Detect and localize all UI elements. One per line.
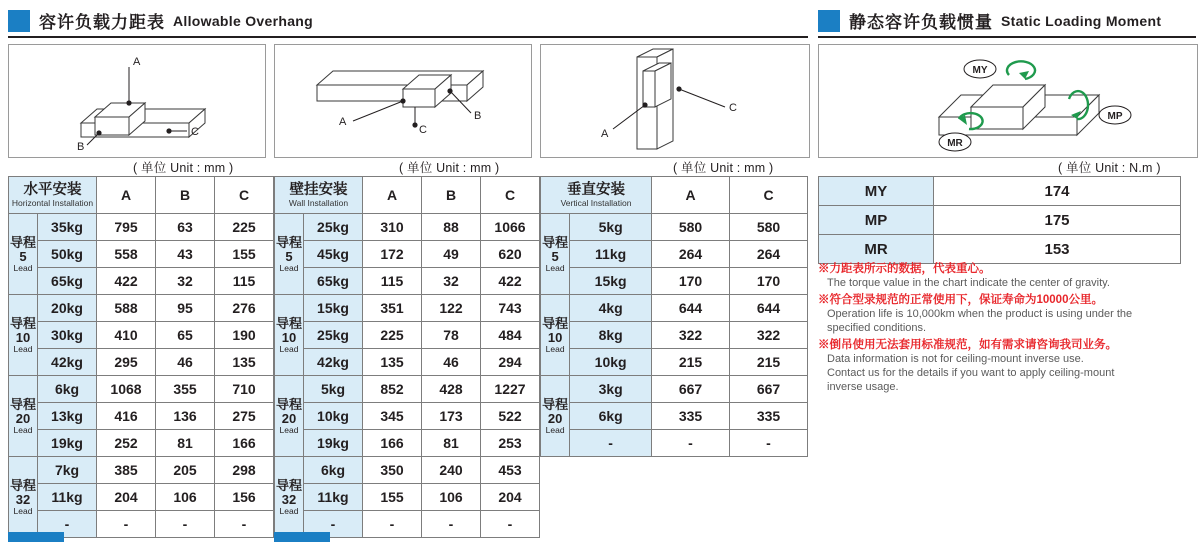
lead-label-en: Lead — [279, 343, 299, 354]
note-en-line: specified conditions. — [827, 322, 927, 334]
note-item-2 — [818, 293, 1193, 335]
value-cell: 204 — [97, 484, 156, 511]
table-row — [9, 322, 274, 349]
value-cell: 170 — [730, 268, 808, 295]
value-cell: 205 — [156, 457, 215, 484]
note-en-line: inverse usage. — [827, 381, 899, 393]
table-header-row — [541, 177, 808, 214]
value-cell: 135 — [215, 349, 274, 376]
lead-group-5 — [541, 214, 570, 295]
load-cell: 30kg — [38, 322, 97, 349]
table-row — [9, 457, 274, 484]
unit-label-3: ( 单位 Unit : mm ) — [673, 161, 774, 175]
value-cell: 1066 — [481, 214, 540, 241]
table-row — [275, 376, 540, 403]
value-cell: 215 — [730, 349, 808, 376]
header-install-type — [541, 177, 652, 214]
table-row — [9, 268, 274, 295]
note-cn: ※符合型录规范的正常使用下，保证寿命为10000公里。 — [818, 294, 1103, 306]
table-row — [275, 349, 540, 376]
value-cell: 295 — [97, 349, 156, 376]
value-cell: 667 — [730, 376, 808, 403]
lead-label-cn: 导程 — [275, 477, 302, 493]
svg-text:A: A — [601, 128, 609, 140]
header-col-b: B — [156, 177, 215, 214]
load-cell: 6kg — [38, 376, 97, 403]
value-cell: 136 — [156, 403, 215, 430]
blue-square-icon-right — [818, 10, 840, 32]
value-cell: 46 — [156, 349, 215, 376]
table-row — [541, 268, 808, 295]
load-cell: 50kg — [38, 241, 97, 268]
table-wall-installation — [274, 176, 540, 538]
table-header-row — [275, 177, 540, 214]
lead-label-cn: 导程 — [9, 234, 36, 250]
table-row — [9, 376, 274, 403]
load-cell: - — [304, 511, 363, 538]
load-cell: 25kg — [304, 322, 363, 349]
load-cell: 10kg — [304, 403, 363, 430]
lead-group-10 — [541, 295, 570, 376]
load-cell: 19kg — [38, 430, 97, 457]
vertical-rail-diagram — [541, 45, 807, 155]
header-install-type — [275, 177, 363, 214]
svg-text:C: C — [419, 124, 427, 136]
value-cell: 46 — [422, 349, 481, 376]
value-cell: 155 — [363, 484, 422, 511]
value-cell: - — [422, 511, 481, 538]
table-row — [275, 403, 540, 430]
value-cell: 252 — [97, 430, 156, 457]
load-cell: 13kg — [38, 403, 97, 430]
table-row — [275, 322, 540, 349]
lead-label-cn: 导程 — [9, 315, 36, 331]
lead-label-en: Lead — [279, 505, 299, 516]
value-cell: 264 — [652, 241, 730, 268]
table-row — [275, 214, 540, 241]
header-install-type-en: Horizontal Installation — [11, 197, 94, 208]
lead-number: 5 — [19, 248, 27, 264]
value-cell: 156 — [215, 484, 274, 511]
value-cell: 81 — [422, 430, 481, 457]
lead-label-cn: 导程 — [275, 315, 302, 331]
value-cell: 240 — [422, 457, 481, 484]
value-cell: 190 — [215, 322, 274, 349]
value-cell: 335 — [730, 403, 808, 430]
value-cell: 795 — [97, 214, 156, 241]
load-cell: 11kg — [570, 241, 652, 268]
value-cell: 264 — [730, 241, 808, 268]
value-cell: 1068 — [97, 376, 156, 403]
value-cell: - — [730, 430, 808, 457]
value-cell: 351 — [363, 295, 422, 322]
lead-group-10 — [9, 295, 38, 376]
value-cell: 588 — [97, 295, 156, 322]
lead-label-cn: 导程 — [9, 396, 36, 412]
header-col-c: C — [481, 177, 540, 214]
lead-label-en: Lead — [13, 505, 33, 516]
unit-label-2: ( 单位 Unit : mm ) — [399, 161, 500, 175]
moment-label: MR — [819, 235, 934, 264]
value-cell: 215 — [652, 349, 730, 376]
table-row — [541, 349, 808, 376]
note-en-line: The torque value in the chart indicate the center of gravity. — [827, 277, 1110, 289]
svg-text:MP: MP — [1107, 111, 1123, 122]
load-cell: 7kg — [38, 457, 97, 484]
load-cell: 8kg — [570, 322, 652, 349]
lead-number: 10 — [547, 329, 563, 345]
header-col-a: A — [97, 177, 156, 214]
value-cell: 580 — [730, 214, 808, 241]
lead-group-20 — [9, 376, 38, 457]
load-cell: 65kg — [304, 268, 363, 295]
lead-label-en: Lead — [545, 343, 565, 354]
value-cell: 355 — [156, 376, 215, 403]
value-cell: 410 — [97, 322, 156, 349]
note-en-line: Data information is not for ceiling-mount inverse use. — [827, 353, 1084, 365]
value-cell: 49 — [422, 241, 481, 268]
lead-label-cn: 导程 — [542, 234, 569, 250]
value-cell: 644 — [652, 295, 730, 322]
header-install-type-cn: 垂直安装 — [567, 181, 625, 198]
load-cell: 65kg — [38, 268, 97, 295]
header-install-type-cn: 水平安装 — [23, 181, 82, 198]
value-cell: 225 — [215, 214, 274, 241]
value-cell: 322 — [730, 322, 808, 349]
value-cell: 172 — [363, 241, 422, 268]
header-install-type — [9, 177, 97, 214]
lead-group-32 — [9, 457, 38, 538]
load-cell: 3kg — [570, 376, 652, 403]
load-cell: 5kg — [304, 376, 363, 403]
moment-label: MY — [819, 177, 934, 206]
value-cell: 416 — [97, 403, 156, 430]
value-cell: - — [156, 511, 215, 538]
value-cell: 225 — [363, 322, 422, 349]
table-horizontal-installation — [8, 176, 274, 538]
load-cell: - — [38, 511, 97, 538]
unit-label-4: ( 单位 Unit : N.m ) — [1058, 161, 1161, 175]
value-cell: 63 — [156, 214, 215, 241]
load-cell: 25kg — [304, 214, 363, 241]
value-cell: 204 — [481, 484, 540, 511]
load-cell: 5kg — [570, 214, 652, 241]
value-cell: - — [652, 430, 730, 457]
value-cell: 310 — [363, 214, 422, 241]
figure-vertical-installation — [540, 44, 810, 158]
lead-label-cn: 导程 — [9, 477, 36, 493]
section-header-allowable-overhang — [8, 8, 313, 33]
table-row — [541, 214, 808, 241]
lead-number: 10 — [281, 329, 297, 345]
section-title-en: Allowable Overhang — [173, 12, 313, 29]
value-cell: 173 — [422, 403, 481, 430]
lead-label-cn: 导程 — [275, 234, 302, 250]
value-cell: 322 — [652, 322, 730, 349]
value-cell: 115 — [363, 268, 422, 295]
value-cell: 335 — [652, 403, 730, 430]
svg-text:A: A — [133, 56, 141, 68]
blue-square-icon — [8, 10, 30, 32]
value-cell: 422 — [97, 268, 156, 295]
load-cell: 11kg — [304, 484, 363, 511]
lead-label-en: Lead — [545, 262, 565, 273]
section-title-cn: 容许负载力距表 — [39, 13, 165, 32]
table-row — [819, 177, 1181, 206]
value-cell: 350 — [363, 457, 422, 484]
value-cell: 667 — [652, 376, 730, 403]
lead-label-en: Lead — [13, 424, 33, 435]
load-cell: 11kg — [38, 484, 97, 511]
load-cell: 45kg — [304, 241, 363, 268]
value-cell: 294 — [481, 349, 540, 376]
value-cell: 580 — [652, 214, 730, 241]
table-row — [541, 295, 808, 322]
value-cell: 385 — [97, 457, 156, 484]
unit-label-1: ( 单位 Unit : mm ) — [133, 161, 234, 175]
value-cell: 345 — [363, 403, 422, 430]
table-row — [275, 484, 540, 511]
value-cell: - — [363, 511, 422, 538]
section-title-en-right: Static Loading Moment — [1001, 12, 1162, 29]
table-row — [275, 430, 540, 457]
lead-group-20 — [541, 376, 570, 457]
lead-number: 20 — [15, 410, 31, 426]
lead-group-5 — [275, 214, 304, 295]
section-rule-left — [8, 36, 808, 38]
moment-diagram — [819, 45, 1195, 155]
value-cell: 275 — [215, 403, 274, 430]
bottom-marker-mid — [274, 532, 330, 542]
value-cell: 32 — [422, 268, 481, 295]
lead-label-cn: 导程 — [542, 396, 569, 412]
note-en-line: Contact us for the details if you want to apply ceiling-mount — [827, 367, 1115, 379]
moment-value: 153 — [934, 235, 1181, 264]
table-row — [541, 322, 808, 349]
table-row — [541, 241, 808, 268]
lead-group-32 — [275, 457, 304, 538]
header-col-b: B — [422, 177, 481, 214]
value-cell: 428 — [422, 376, 481, 403]
value-cell: 743 — [481, 295, 540, 322]
value-cell: 135 — [363, 349, 422, 376]
lead-number: 5 — [285, 248, 293, 264]
header-col-c: C — [215, 177, 274, 214]
header-install-type-cn: 壁挂安装 — [289, 181, 348, 198]
lead-label-en: Lead — [279, 262, 299, 273]
value-cell: 710 — [215, 376, 274, 403]
figure-static-loading-moment — [818, 44, 1198, 158]
header-install-type-en: Wall Installation — [288, 197, 349, 208]
svg-text:A: A — [339, 116, 347, 128]
lead-group-10 — [275, 295, 304, 376]
load-cell: 10kg — [570, 349, 652, 376]
lead-number: 32 — [15, 491, 31, 507]
moment-value: 175 — [934, 206, 1181, 235]
table-row — [275, 241, 540, 268]
value-cell: 276 — [215, 295, 274, 322]
figure-wall-installation — [274, 44, 532, 158]
lead-number: 20 — [547, 410, 563, 426]
lead-group-5 — [9, 214, 38, 295]
lead-label-en: Lead — [13, 343, 33, 354]
svg-text:MR: MR — [947, 138, 963, 149]
table-row — [9, 241, 274, 268]
table-row — [541, 376, 808, 403]
load-cell: 6kg — [570, 403, 652, 430]
table-row — [541, 403, 808, 430]
lead-number: 5 — [551, 248, 559, 264]
value-cell: 166 — [363, 430, 422, 457]
table-row — [819, 206, 1181, 235]
table-row — [275, 268, 540, 295]
value-cell: 32 — [156, 268, 215, 295]
note-cn: ※倒吊使用无法套用标准规范，如有需求请咨询我司业务。 — [818, 339, 1117, 351]
lead-number: 32 — [281, 491, 297, 507]
svg-text:C: C — [191, 126, 199, 138]
value-cell: 106 — [156, 484, 215, 511]
figure-horizontal-installation — [8, 44, 266, 158]
lead-label-en: Lead — [545, 424, 565, 435]
svg-text:B: B — [474, 110, 482, 122]
value-cell: 453 — [481, 457, 540, 484]
load-cell: 42kg — [304, 349, 363, 376]
load-cell: 6kg — [304, 457, 363, 484]
lead-number: 10 — [15, 329, 31, 345]
note-item-1 — [818, 262, 1193, 290]
value-cell: 253 — [481, 430, 540, 457]
table-static-loading-moment — [818, 176, 1181, 264]
load-cell: - — [570, 430, 652, 457]
value-cell: - — [215, 511, 274, 538]
load-cell: 42kg — [38, 349, 97, 376]
header-col-a: A — [363, 177, 422, 214]
header-col-a: A — [652, 177, 730, 214]
lead-group-20 — [275, 376, 304, 457]
bottom-marker-left — [8, 532, 64, 542]
value-cell: 852 — [363, 376, 422, 403]
value-cell: 78 — [422, 322, 481, 349]
header-install-type-en: Vertical Installation — [560, 197, 632, 208]
load-cell: 15kg — [570, 268, 652, 295]
table-row — [9, 349, 274, 376]
notes-block — [818, 262, 1193, 394]
value-cell: 170 — [652, 268, 730, 295]
value-cell: 115 — [215, 268, 274, 295]
value-cell: 644 — [730, 295, 808, 322]
table-header-row — [9, 177, 274, 214]
load-cell: 19kg — [304, 430, 363, 457]
lead-label-cn: 导程 — [275, 396, 302, 412]
load-cell: 15kg — [304, 295, 363, 322]
header-col-c: C — [730, 177, 808, 214]
lead-label-en: Lead — [279, 424, 299, 435]
table-row — [9, 403, 274, 430]
value-cell: 298 — [215, 457, 274, 484]
value-cell: 620 — [481, 241, 540, 268]
value-cell: - — [481, 511, 540, 538]
value-cell: 422 — [481, 268, 540, 295]
moment-value: 174 — [934, 177, 1181, 206]
moment-label: MP — [819, 206, 934, 235]
note-cn: ※力距表所示的数据，代表重心。 — [818, 263, 991, 275]
table-vertical-installation — [540, 176, 808, 457]
value-cell: 166 — [215, 430, 274, 457]
load-cell: 35kg — [38, 214, 97, 241]
horizontal-rail-diagram — [9, 45, 263, 155]
section-rule-right — [818, 36, 1196, 38]
table-row — [275, 457, 540, 484]
table-row — [9, 214, 274, 241]
value-cell: 65 — [156, 322, 215, 349]
svg-text:C: C — [729, 102, 737, 114]
note-en-line: Operation life is 10,000km when the product is using under the — [827, 308, 1133, 320]
lead-label-en: Lead — [13, 262, 33, 273]
value-cell: 1227 — [481, 376, 540, 403]
value-cell: 522 — [481, 403, 540, 430]
note-item-3 — [818, 338, 1193, 394]
value-cell: 95 — [156, 295, 215, 322]
table-row — [9, 484, 274, 511]
value-cell: 106 — [422, 484, 481, 511]
load-cell: 4kg — [570, 295, 652, 322]
value-cell: 484 — [481, 322, 540, 349]
value-cell: 88 — [422, 214, 481, 241]
value-cell: 122 — [422, 295, 481, 322]
table-row — [819, 235, 1181, 264]
value-cell: 81 — [156, 430, 215, 457]
table-row — [541, 430, 808, 457]
load-cell: 20kg — [38, 295, 97, 322]
table-row — [9, 295, 274, 322]
value-cell: 43 — [156, 241, 215, 268]
lead-label-cn: 导程 — [542, 315, 569, 331]
value-cell: 558 — [97, 241, 156, 268]
svg-text:B: B — [77, 141, 85, 153]
section-title-cn-right: 静态容许负载惯量 — [849, 13, 993, 32]
svg-text:MY: MY — [972, 65, 988, 76]
table-row — [275, 295, 540, 322]
table-row — [9, 430, 274, 457]
value-cell: 155 — [215, 241, 274, 268]
value-cell: - — [97, 511, 156, 538]
section-header-static-loading-moment — [818, 8, 1161, 33]
lead-number: 20 — [281, 410, 297, 426]
wall-rail-diagram — [275, 45, 529, 155]
